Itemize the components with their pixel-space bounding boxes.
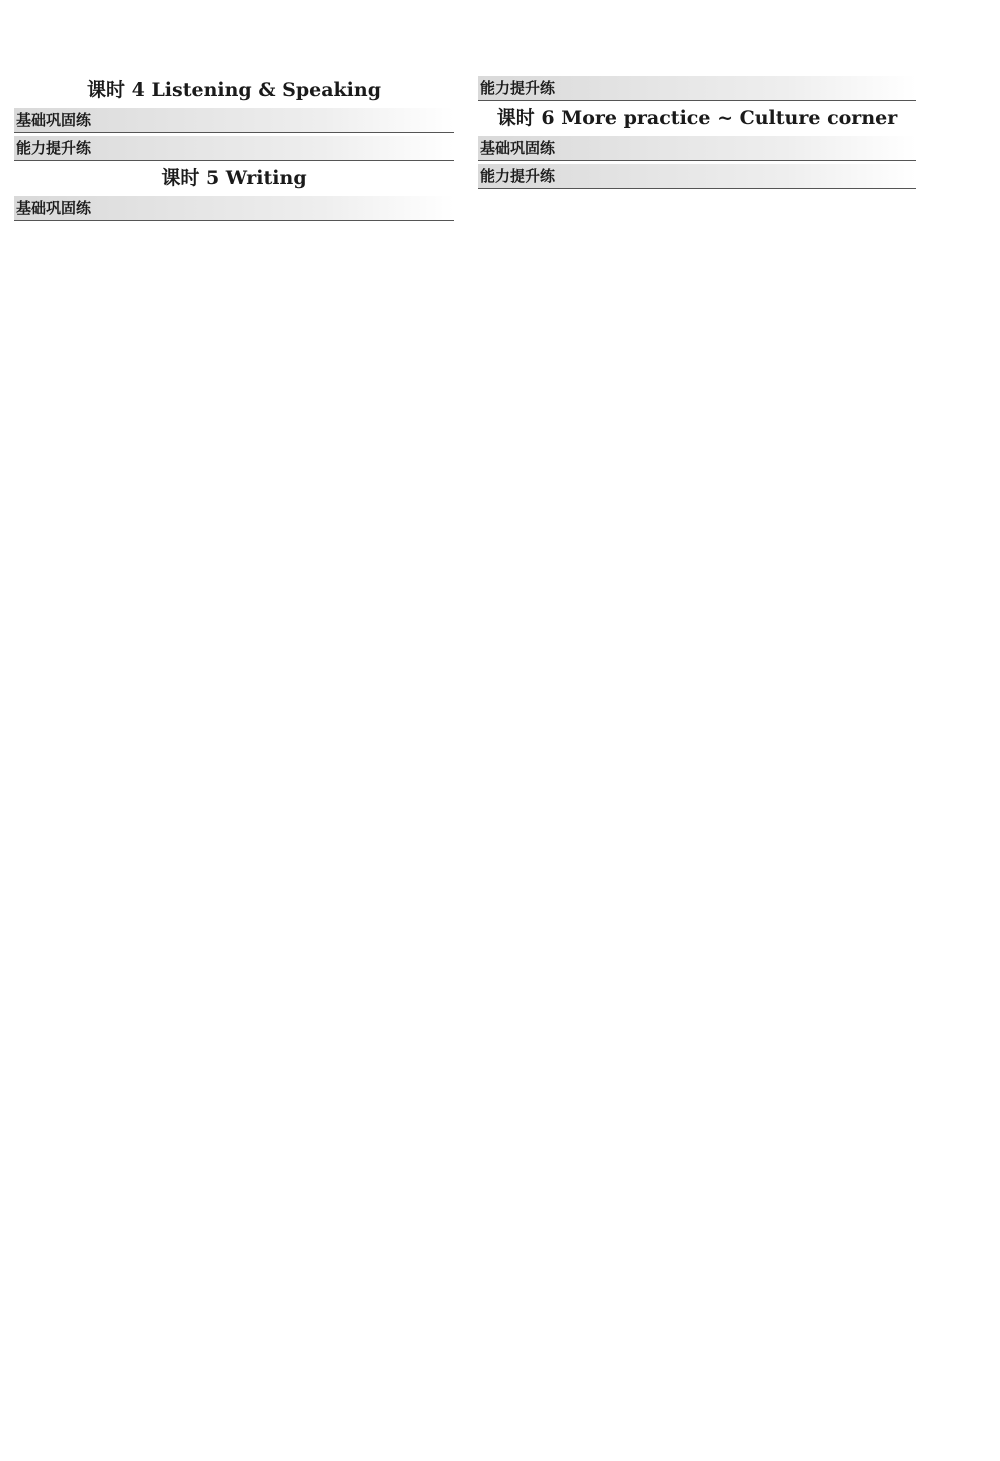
right-column — [478, 74, 916, 192]
lesson-6-ability-header: 能力提升练 — [478, 164, 916, 189]
lesson-5-ability-header: 能力提升练 — [478, 76, 916, 101]
lesson-4-basic-header: 基础巩固练 — [14, 108, 454, 133]
lesson-5-title: 课时 5 Writing — [161, 167, 307, 189]
lesson-5-basic-header: 基础巩固练 — [14, 196, 454, 221]
lesson-4-ability-header: 能力提升练 — [14, 136, 454, 161]
lesson-6-basic-header: 基础巩固练 — [478, 136, 916, 161]
left-column — [14, 74, 454, 224]
lesson-6-title: 课时 6 More practice ~ Culture corner — [496, 107, 898, 129]
lesson-4-title: 课时 4 Listening & Speaking — [87, 79, 381, 101]
